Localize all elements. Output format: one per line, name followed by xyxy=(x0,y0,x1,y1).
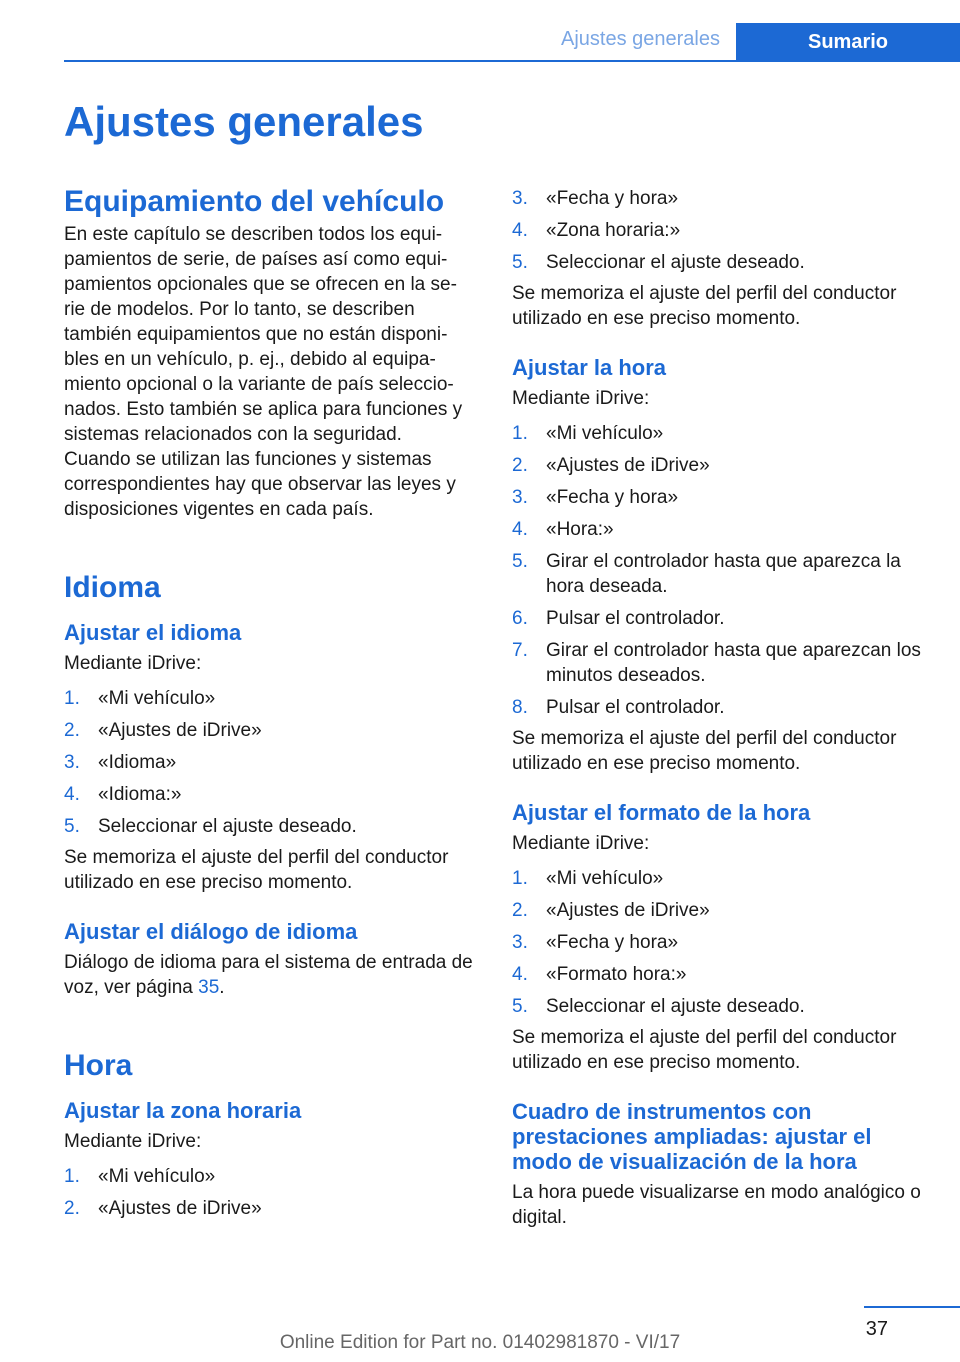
step-number: 4. xyxy=(512,220,528,241)
subsection-title: Ajustar la hora xyxy=(512,355,667,380)
step-number: 3. xyxy=(64,752,80,773)
steps-list xyxy=(64,686,478,839)
list-item xyxy=(512,549,926,599)
step-number: 1. xyxy=(512,868,528,889)
note-text: Se memoriza el ajuste del perfil del conductor utilizado en ese preciso momento. xyxy=(512,1027,897,1073)
list-item xyxy=(512,218,926,243)
list-item xyxy=(512,695,926,720)
step-text: Seleccionar el ajuste deseado. xyxy=(546,996,805,1017)
step-text: «Mi vehículo» xyxy=(546,868,664,889)
header-section-title: Ajustes generales xyxy=(561,28,720,50)
note-text: Se memoriza el ajuste del perfil del conductor utilizado en ese preciso momento. xyxy=(512,728,897,774)
list-item xyxy=(512,250,926,275)
step-number: 3. xyxy=(512,487,528,508)
list-item xyxy=(512,930,926,955)
step-number: 5. xyxy=(64,816,80,837)
step-text: «Ajustes de iDrive» xyxy=(98,1198,262,1219)
page-link[interactable]: 35 xyxy=(198,977,220,998)
step-text: «Mi vehículo» xyxy=(546,423,664,444)
subsection-title: Ajustar el formato de la hora xyxy=(512,800,811,825)
step-text: «Fecha y hora» xyxy=(546,188,679,209)
list-item xyxy=(512,421,926,446)
list-item xyxy=(64,718,478,743)
section-title-hora: Hora xyxy=(64,1049,133,1082)
subsection-title: Ajustar el diálogo de idioma xyxy=(64,919,358,944)
page-number: 37 xyxy=(865,1318,888,1340)
step-text: «Formato hora:» xyxy=(546,964,687,985)
step-text: «Ajustes de iDrive» xyxy=(546,455,710,476)
step-number: 4. xyxy=(64,784,80,805)
list-item xyxy=(512,962,926,987)
step-number: 1. xyxy=(64,1166,80,1187)
header-rule xyxy=(64,60,960,62)
step-number: 2. xyxy=(512,900,528,921)
step-text: «Idioma» xyxy=(98,752,177,773)
step-text: «Fecha y hora» xyxy=(546,932,679,953)
step-number: 4. xyxy=(512,519,528,540)
right-column xyxy=(512,186,926,1230)
step-text: «Idioma:» xyxy=(98,784,182,805)
steps-list xyxy=(512,421,926,720)
list-item xyxy=(512,638,926,688)
list-item xyxy=(512,517,926,542)
section-title-equipamiento: Equipamiento del vehículo xyxy=(64,185,445,218)
step-text: «Zona horaria:» xyxy=(546,220,681,241)
steps-list xyxy=(512,186,926,275)
steps-list xyxy=(64,1164,478,1221)
step-text: «Mi vehículo» xyxy=(98,1166,216,1187)
left-column xyxy=(64,184,478,1221)
step-text: «Ajustes de iDrive» xyxy=(546,900,710,921)
list-item xyxy=(64,686,478,711)
page-title: Ajustes generales xyxy=(64,98,424,145)
paragraph-text: Diálogo de idioma para el sistema de entrada de voz, ver página xyxy=(64,952,473,998)
step-number: 5. xyxy=(512,996,528,1017)
list-item xyxy=(512,186,926,211)
list-item xyxy=(64,1196,478,1221)
step-text: Girar el controlador hasta que aparezcan los minutos deseados. xyxy=(546,640,921,686)
subsection-title: Ajustar la zona horaria xyxy=(64,1098,302,1123)
section-title-idioma: Idioma xyxy=(64,571,161,604)
list-item xyxy=(64,782,478,807)
step-number: 5. xyxy=(512,252,528,273)
list-item xyxy=(512,994,926,1019)
step-text: Pulsar el controlador. xyxy=(546,608,725,629)
header-tab-sumario[interactable]: Sumario xyxy=(736,23,960,62)
list-item xyxy=(64,1164,478,1189)
list-item xyxy=(64,750,478,775)
step-number: 7. xyxy=(512,640,528,661)
intro-text: Mediante iDrive: xyxy=(64,1131,202,1152)
list-item xyxy=(512,898,926,923)
footer-rule xyxy=(864,1306,960,1308)
step-number: 5. xyxy=(512,551,528,572)
step-number: 1. xyxy=(64,688,80,709)
note-text: Se memoriza el ajuste del perfil del conductor utilizado en ese preciso momento. xyxy=(64,847,449,893)
paragraph-end: . xyxy=(219,977,225,998)
step-text: Girar el controlador hasta que aparezca la hora deseada. xyxy=(546,551,901,597)
step-number: 2. xyxy=(512,455,528,476)
steps-list xyxy=(512,866,926,1019)
step-number: 3. xyxy=(512,188,528,209)
step-text: «Hora:» xyxy=(546,519,614,540)
step-number: 3. xyxy=(512,932,528,953)
intro-text: Mediante iDrive: xyxy=(512,833,650,854)
paragraph xyxy=(64,950,478,1000)
list-item xyxy=(512,485,926,510)
step-text: Seleccionar el ajuste deseado. xyxy=(98,816,357,837)
subsection-title: Cuadro de instrumentos con prestaciones ampliadas: ajustar el modo de visualización de la hora xyxy=(512,1099,872,1174)
step-number: 2. xyxy=(64,1198,80,1219)
paragraph: La hora puede visualizarse en modo analógico o digital. xyxy=(512,1182,921,1228)
step-text: «Ajustes de iDrive» xyxy=(98,720,262,741)
step-text: «Mi vehículo» xyxy=(98,688,216,709)
step-text: Pulsar el controlador. xyxy=(546,697,725,718)
step-number: 1. xyxy=(512,423,528,444)
step-number: 6. xyxy=(512,608,528,629)
edition-note: Online Edition for Part no. 01402981870 - VI/17 xyxy=(279,1332,681,1353)
intro-text: Mediante iDrive: xyxy=(512,388,650,409)
step-text: Seleccionar el ajuste deseado. xyxy=(546,252,805,273)
paragraph: En este capítulo se describen todos los equi- pamientos de serie, de países así como equi- pamientos opcionales que se ofrecen en la se- rie de modelos. Por lo tanto, se describen también equipamientos que no están disponi- bles en un vehículo, p. ej., debido al equipa- miento opcional o la variante de país seleccio- nados. Esto también se aplica para funciones y sistemas relacionados con la seguridad. xyxy=(64,224,463,445)
list-item xyxy=(512,453,926,478)
list-item xyxy=(512,866,926,891)
step-number: 4. xyxy=(512,964,528,985)
note-text: Se memoriza el ajuste del perfil del conductor utilizado en ese preciso momento. xyxy=(512,283,897,329)
step-number: 8. xyxy=(512,697,528,718)
step-text: «Fecha y hora» xyxy=(546,487,679,508)
step-number: 2. xyxy=(64,720,80,741)
paragraph: Cuando se utilizan las funciones y sistemas correspondientes hay que observar las leyes y disposiciones vigentes en cada país. xyxy=(64,449,456,520)
intro-text: Mediante iDrive: xyxy=(64,653,202,674)
subsection-title: Ajustar el idioma xyxy=(64,620,242,645)
list-item xyxy=(64,814,478,839)
list-item xyxy=(512,606,926,631)
